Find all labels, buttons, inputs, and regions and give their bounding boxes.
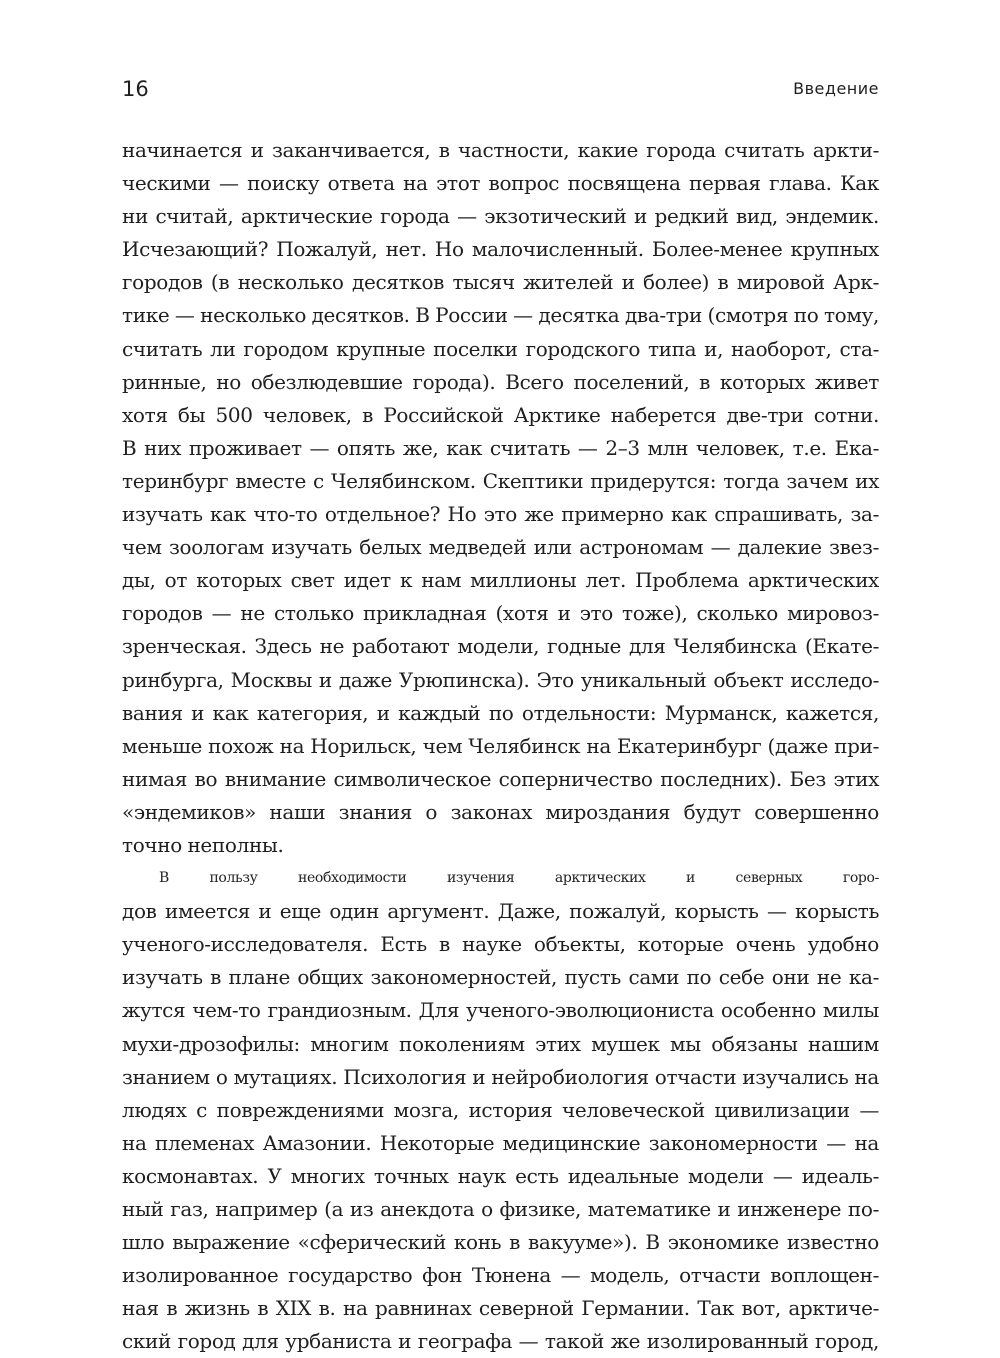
text-line: людях с повреждениями мозга, история человеческой цивилизации — bbox=[122, 1097, 879, 1122]
text-line: жутся чем-то грандиозным. Для ученого-эволюциониста особенно милы bbox=[122, 998, 879, 1023]
page-number: 16 bbox=[122, 77, 149, 101]
text-line: ная в жизнь в XIX в. на равнинах северной Германии. Так вот, арктиче- bbox=[122, 1296, 879, 1321]
text-line: космонавтах. У многих точных наук есть идеальные модели — идеаль- bbox=[122, 1163, 879, 1188]
text-line: знанием о мутациях. Психология и нейробиология отчасти изучались на bbox=[122, 1064, 879, 1089]
text-line: изучать как что-то отдельное? Но это же примерно как спрашивать, за- bbox=[122, 502, 879, 527]
text-line: ческими — поиску ответа на этот вопрос посвящена первая глава. Как bbox=[122, 171, 879, 196]
text-line: точно неполны. bbox=[122, 832, 284, 857]
text-line: меньше похож на Норильск, чем Челябинск на Екатеринбург (даже при- bbox=[122, 733, 879, 758]
text-line: ский город для урбаниста и географа — такой же изолированный город, bbox=[122, 1329, 879, 1354]
text-line: ринбурга, Москвы и даже Урюпинска). Это уникальный объект исследо- bbox=[122, 667, 879, 692]
text-line: изолированное государство фон Тюнена — модель, отчасти воплощен- bbox=[122, 1263, 879, 1288]
text-line: теринбург вместе с Челябинском. Скептики придерутся: тогда зачем их bbox=[122, 468, 879, 493]
text-line: ный газ, например (а из анекдота о физике, математике и инженере по- bbox=[122, 1197, 879, 1221]
body-text bbox=[122, 134, 879, 1358]
running-header bbox=[122, 72, 879, 106]
text-line: ни считай, арктические города — экзотический и редкий вид, эндемик. bbox=[122, 204, 879, 229]
text-line: зренческая. Здесь не работают модели, годные для Челябинска (Екате- bbox=[122, 634, 879, 659]
text-line: городов (в несколько десятков тысяч жителей и более) в мировой Арк- bbox=[122, 270, 879, 295]
section-title: Введение bbox=[793, 79, 879, 98]
text-line: хотя бы 500 человек, в Российской Арктике наберется две-три сотни. bbox=[122, 402, 879, 427]
text-line: считать ли городом крупные поселки городского типа и, наоборот, ста- bbox=[122, 336, 879, 361]
text-line: тике — несколько десятков. В России — десятка два-три (смотря по тому, bbox=[122, 303, 879, 328]
text-line: начинается и заканчивается, в частности, какие города считать аркти- bbox=[122, 138, 879, 162]
paragraph bbox=[122, 134, 879, 862]
text-line: мухи-дрозофилы: многим поколениям этих мушек мы обязаны нашим bbox=[122, 1031, 879, 1056]
text-line: изучать в плане общих закономерностей, пусть сами по себе они не ка- bbox=[122, 965, 879, 990]
text-line: ринные, но обезлюдевшие города). Всего поселений, в которых живет bbox=[122, 369, 879, 394]
text-line: ды, от которых свет идет к нам миллионы лет. Проблема арктических bbox=[122, 568, 879, 593]
text-line: В пользу необходимости изучения арктических и северных горо- bbox=[159, 870, 879, 887]
paragraph bbox=[122, 862, 879, 1358]
text-line: чем зоологам изучать белых медведей или астрономам — далекие звез- bbox=[122, 535, 879, 560]
text-line: нимая во внимание символическое соперничество последних). Без этих bbox=[122, 766, 879, 791]
text-line: «эндемиков» наши знания о законах мироздания будут совершенно bbox=[122, 799, 879, 824]
text-line: В них проживает — опять же, как считать — 2–3 млн человек, т.е. Ека- bbox=[122, 435, 879, 460]
text-line: на племенах Амазонии. Некоторые медицинские закономерности — на bbox=[122, 1130, 879, 1155]
text-line: ученого-исследователя. Есть в науке объекты, которые очень удобно bbox=[122, 932, 879, 957]
text-line: шло выражение «сферический конь в вакууме»). В экономике известно bbox=[122, 1230, 879, 1255]
text-line: городов — не столько прикладная (хотя и это тоже), сколько мировоз- bbox=[122, 601, 879, 626]
text-line: Исчезающий? Пожалуй, нет. Но малочисленный. Более-менее крупных bbox=[122, 237, 879, 262]
text-line: дов имеется и еще один аргумент. Даже, пожалуй, корысть — корысть bbox=[122, 899, 879, 924]
text-line: вания и как категория, и каждый по отдельности: Мурманск, кажется, bbox=[122, 700, 879, 725]
